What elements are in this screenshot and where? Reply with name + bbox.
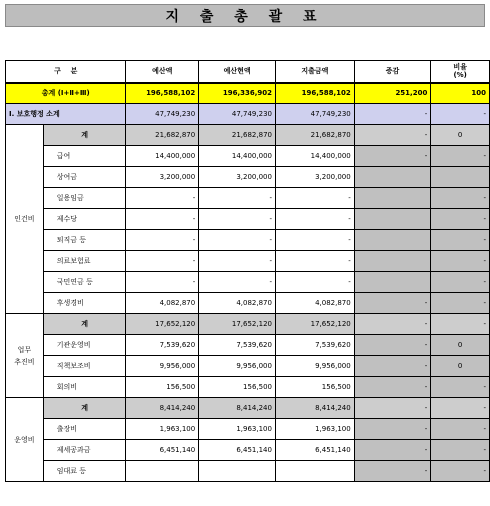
current-budget-cell: - xyxy=(199,188,276,209)
total-ratio: 100 xyxy=(431,83,490,104)
table-row xyxy=(6,314,490,335)
budget-cell: 9,956,000 xyxy=(126,356,199,377)
expenditure-cell: 7,539,620 xyxy=(275,335,354,356)
change-cell: - xyxy=(354,398,431,419)
total-budget: 196,588,102 xyxy=(126,83,199,104)
budget-cell: 1,963,100 xyxy=(126,419,199,440)
row-label: 상여금 xyxy=(43,167,126,188)
budget-cell: 6,451,140 xyxy=(126,440,199,461)
header-expenditure: 지출금액 xyxy=(275,61,354,83)
change-cell xyxy=(354,272,431,293)
budget-cell: - xyxy=(126,251,199,272)
header-ratio: 비율 (%) xyxy=(431,61,490,83)
ratio-cell xyxy=(431,167,490,188)
header-row xyxy=(6,61,490,83)
header-change: 증감 xyxy=(354,61,431,83)
table-row xyxy=(6,230,490,251)
group-label: 인건비 xyxy=(6,125,44,314)
table-row xyxy=(6,125,490,146)
total-expenditure: 196,588,102 xyxy=(275,83,354,104)
total-label: 총계 (Ⅰ+Ⅱ+Ⅲ) xyxy=(6,83,126,104)
expenditure-cell: - xyxy=(275,230,354,251)
budget-cell: - xyxy=(126,188,199,209)
change-cell xyxy=(354,167,431,188)
row-label: 퇴직금 등 xyxy=(43,230,126,251)
current-budget-cell: 4,082,870 xyxy=(199,293,276,314)
row-label: 급여 xyxy=(43,146,126,167)
change-cell xyxy=(354,230,431,251)
row-label: 후생경비 xyxy=(43,293,126,314)
ratio-cell: - xyxy=(431,272,490,293)
table-row xyxy=(6,272,490,293)
table-row xyxy=(6,146,490,167)
budget-cell xyxy=(126,461,199,482)
expenditure-cell: - xyxy=(275,272,354,293)
row-label: 계 xyxy=(43,314,126,335)
change-cell: - xyxy=(354,377,431,398)
change-cell: - xyxy=(354,461,431,482)
row-label: 계 xyxy=(43,398,126,419)
expenditure-cell: 21,682,870 xyxy=(275,125,354,146)
budget-cell: 4,082,870 xyxy=(126,293,199,314)
ratio-cell: 0 xyxy=(431,335,490,356)
row-label: 일용임금 xyxy=(43,188,126,209)
change-cell xyxy=(354,209,431,230)
table-row xyxy=(6,377,490,398)
subtotal-budget: 47,749,230 xyxy=(126,104,199,125)
table-row xyxy=(6,293,490,314)
table-row xyxy=(6,209,490,230)
change-cell: - xyxy=(354,419,431,440)
current-budget-cell: 8,414,240 xyxy=(199,398,276,419)
expenditure-cell xyxy=(275,461,354,482)
change-cell xyxy=(354,188,431,209)
current-budget-cell: 156,500 xyxy=(199,377,276,398)
subtotal-ratio: - xyxy=(431,104,490,125)
subtotal-row xyxy=(6,104,490,125)
expenditure-cell: 8,414,240 xyxy=(275,398,354,419)
row-label: 기관운영비 xyxy=(43,335,126,356)
budget-cell: 14,400,000 xyxy=(126,146,199,167)
budget-cell: 7,539,620 xyxy=(126,335,199,356)
row-label: 출장비 xyxy=(43,419,126,440)
expenditure-summary-table xyxy=(5,60,490,482)
page-title: 지 출 총 괄 표 xyxy=(5,4,485,27)
expenditure-cell: 156,500 xyxy=(275,377,354,398)
ratio-cell: - xyxy=(431,188,490,209)
ratio-cell: 0 xyxy=(431,125,490,146)
budget-cell: - xyxy=(126,209,199,230)
row-label: 제세공과금 xyxy=(43,440,126,461)
ratio-cell: - xyxy=(431,377,490,398)
ratio-cell: - xyxy=(431,398,490,419)
budget-cell: - xyxy=(126,230,199,251)
current-budget-cell: 14,400,000 xyxy=(199,146,276,167)
row-label: 국민연금 등 xyxy=(43,272,126,293)
header-current-budget: 예산현액 xyxy=(199,61,276,83)
budget-cell: 8,414,240 xyxy=(126,398,199,419)
ratio-cell: - xyxy=(431,293,490,314)
change-cell: - xyxy=(354,146,431,167)
expenditure-cell: - xyxy=(275,251,354,272)
ratio-cell: - xyxy=(431,209,490,230)
row-label: 회의비 xyxy=(43,377,126,398)
ratio-cell: 0 xyxy=(431,356,490,377)
group-label: 운영비 xyxy=(6,398,44,482)
current-budget-cell: 1,963,100 xyxy=(199,419,276,440)
current-budget-cell: 17,652,120 xyxy=(199,314,276,335)
subtotal-current-budget: 47,749,230 xyxy=(199,104,276,125)
budget-cell: - xyxy=(126,272,199,293)
expenditure-cell: 9,956,000 xyxy=(275,356,354,377)
current-budget-cell: 3,200,000 xyxy=(199,167,276,188)
change-cell: - xyxy=(354,125,431,146)
table-row xyxy=(6,356,490,377)
change-cell: - xyxy=(354,335,431,356)
subtotal-change: - xyxy=(354,104,431,125)
group-label: 업무 추진비 xyxy=(6,314,44,398)
expenditure-cell: 17,652,120 xyxy=(275,314,354,335)
header-category: 구 분 xyxy=(6,61,126,83)
budget-cell: 17,652,120 xyxy=(126,314,199,335)
change-cell xyxy=(354,251,431,272)
row-label: 직책보조비 xyxy=(43,356,126,377)
current-budget-cell: 7,539,620 xyxy=(199,335,276,356)
current-budget-cell: 6,451,140 xyxy=(199,440,276,461)
table-row xyxy=(6,188,490,209)
current-budget-cell: - xyxy=(199,230,276,251)
table-row xyxy=(6,251,490,272)
ratio-cell: - xyxy=(431,146,490,167)
current-budget-cell xyxy=(199,461,276,482)
ratio-cell: - xyxy=(431,419,490,440)
row-label: 임대료 등 xyxy=(43,461,126,482)
change-cell: - xyxy=(354,440,431,461)
header-budget: 예산액 xyxy=(126,61,199,83)
expenditure-cell: 14,400,000 xyxy=(275,146,354,167)
table-row xyxy=(6,335,490,356)
budget-cell: 156,500 xyxy=(126,377,199,398)
total-current-budget: 196,336,902 xyxy=(199,83,276,104)
table-row xyxy=(6,398,490,419)
ratio-cell: - xyxy=(431,230,490,251)
total-row xyxy=(6,83,490,104)
current-budget-cell: 21,682,870 xyxy=(199,125,276,146)
table-row xyxy=(6,440,490,461)
expenditure-cell: - xyxy=(275,209,354,230)
expenditure-cell: 4,082,870 xyxy=(275,293,354,314)
table-row xyxy=(6,167,490,188)
expenditure-cell: 3,200,000 xyxy=(275,167,354,188)
row-label: 제수당 xyxy=(43,209,126,230)
expenditure-cell: 6,451,140 xyxy=(275,440,354,461)
ratio-cell: - xyxy=(431,440,490,461)
subtotal-expenditure: 47,749,230 xyxy=(275,104,354,125)
current-budget-cell: - xyxy=(199,251,276,272)
table-row xyxy=(6,419,490,440)
expenditure-cell: 1,963,100 xyxy=(275,419,354,440)
ratio-cell: - xyxy=(431,314,490,335)
ratio-cell: - xyxy=(431,251,490,272)
expenditure-cell: - xyxy=(275,188,354,209)
change-cell: - xyxy=(354,314,431,335)
current-budget-cell: 9,956,000 xyxy=(199,356,276,377)
budget-cell: 3,200,000 xyxy=(126,167,199,188)
change-cell: - xyxy=(354,293,431,314)
row-label: 계 xyxy=(43,125,126,146)
current-budget-cell: - xyxy=(199,209,276,230)
budget-cell: 21,682,870 xyxy=(126,125,199,146)
change-cell: - xyxy=(354,356,431,377)
row-label: 의료보험료 xyxy=(43,251,126,272)
ratio-cell: - xyxy=(431,461,490,482)
subtotal-label: Ⅰ. 보호행정 소계 xyxy=(6,104,126,125)
current-budget-cell: - xyxy=(199,272,276,293)
total-change: 251,200 xyxy=(354,83,431,104)
table-row xyxy=(6,461,490,482)
